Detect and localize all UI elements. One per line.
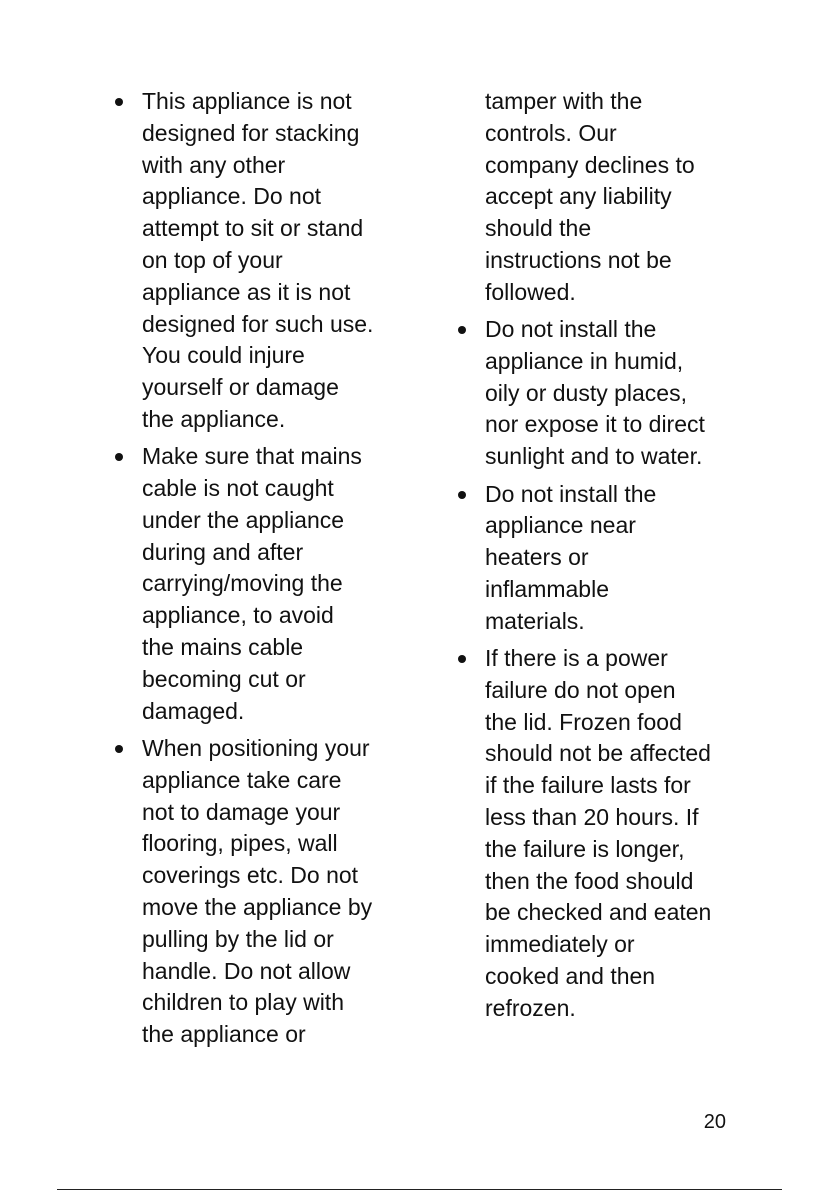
bullet-icon	[458, 491, 466, 499]
text-line: Do not install the	[485, 316, 657, 343]
bullet-icon	[115, 98, 123, 106]
text-line: handle. Do not allow	[142, 957, 351, 984]
text-line: attempt to sit or stand	[142, 215, 364, 242]
text-line: the failure is longer,	[485, 835, 685, 862]
text-line: damaged.	[142, 697, 245, 724]
text-line: becoming cut or	[142, 665, 306, 692]
text-line: coverings etc. Do not	[142, 862, 359, 889]
text-line: If there is a power	[485, 645, 668, 672]
text-line: You could injure	[142, 342, 305, 369]
bullet-icon	[115, 745, 123, 753]
text-line: cooked and then	[485, 963, 656, 990]
bullet-item-heaters	[455, 479, 737, 638]
text-line: during and after	[142, 538, 304, 565]
text-line: tamper with the	[485, 88, 643, 114]
text-line: nor expose it to direct	[485, 411, 705, 438]
bullet-item-power-failure	[455, 643, 737, 1025]
page-number: 20	[703, 1111, 726, 1133]
text-line: company declines to	[485, 151, 695, 178]
bullet-icon	[115, 453, 123, 461]
text-line: appliance as it is not	[142, 278, 351, 305]
text-line: move the appliance by	[142, 893, 373, 920]
text-line: This appliance is not	[142, 88, 352, 114]
text-line: accept any liability	[485, 183, 672, 210]
text-line: Make sure that mains	[142, 443, 362, 470]
text-line: sunlight and to water.	[485, 443, 703, 470]
text-line: When positioning your	[142, 734, 370, 761]
bullet-item-humid-places	[455, 314, 737, 473]
text-line: the lid. Frozen food	[485, 708, 682, 735]
text-line: immediately or	[485, 931, 635, 958]
text-line: appliance take care	[142, 766, 342, 793]
text-line: pulling by the lid or	[142, 925, 334, 952]
text-line: carrying/moving the	[142, 570, 343, 597]
text-line: the appliance or	[142, 1021, 306, 1048]
text-line: be checked and eaten	[485, 899, 712, 926]
text-line: less than 20 hours. If	[485, 804, 699, 831]
text-line: the appliance.	[142, 405, 286, 432]
text-line: appliance, to avoid	[142, 602, 334, 629]
text-line: followed.	[485, 278, 576, 305]
bullet-item-stacking	[112, 86, 392, 436]
text-line: if the failure lasts for	[485, 772, 691, 799]
text-line: refrozen.	[485, 994, 576, 1021]
text-line: under the appliance	[142, 506, 345, 533]
text-line: oily or dusty places,	[485, 379, 687, 406]
text-line: designed for such use.	[142, 310, 374, 337]
text-line: not to damage your	[142, 798, 341, 825]
text-line: designed for stacking	[142, 119, 360, 146]
text-line: on top of your	[142, 246, 283, 273]
text-line: yourself or damage	[142, 374, 339, 401]
continued-text	[455, 86, 737, 309]
text-line: failure do not open	[485, 676, 676, 703]
text-line: appliance. Do not	[142, 183, 322, 210]
bullet-item-positioning	[112, 733, 392, 1051]
text-line: should not be affected	[485, 740, 711, 767]
text-line: with any other	[142, 151, 286, 178]
text-line: heaters or	[485, 544, 589, 571]
text-line: appliance near	[485, 512, 636, 539]
text-line: flooring, pipes, wall	[142, 830, 338, 857]
text-line: instructions not be	[485, 246, 672, 273]
text-line: the mains cable	[142, 634, 304, 661]
text-line: inflammable	[485, 575, 609, 602]
bullet-icon	[458, 655, 466, 663]
text-line: cable is not caught	[142, 475, 334, 502]
text-line: materials.	[485, 607, 585, 634]
text-line: controls. Our	[485, 119, 617, 146]
footer-divider	[57, 1189, 782, 1190]
text-line: Do not install the	[485, 480, 657, 507]
text-line: then the food should	[485, 867, 694, 894]
bullet-icon	[458, 326, 466, 334]
text-line: should the	[485, 215, 592, 242]
text-line: children to play with	[142, 989, 344, 1016]
text-line: appliance in humid,	[485, 347, 684, 374]
left-column	[112, 86, 392, 1056]
bullet-item-mains-cable	[112, 441, 392, 727]
right-column	[455, 86, 737, 1030]
